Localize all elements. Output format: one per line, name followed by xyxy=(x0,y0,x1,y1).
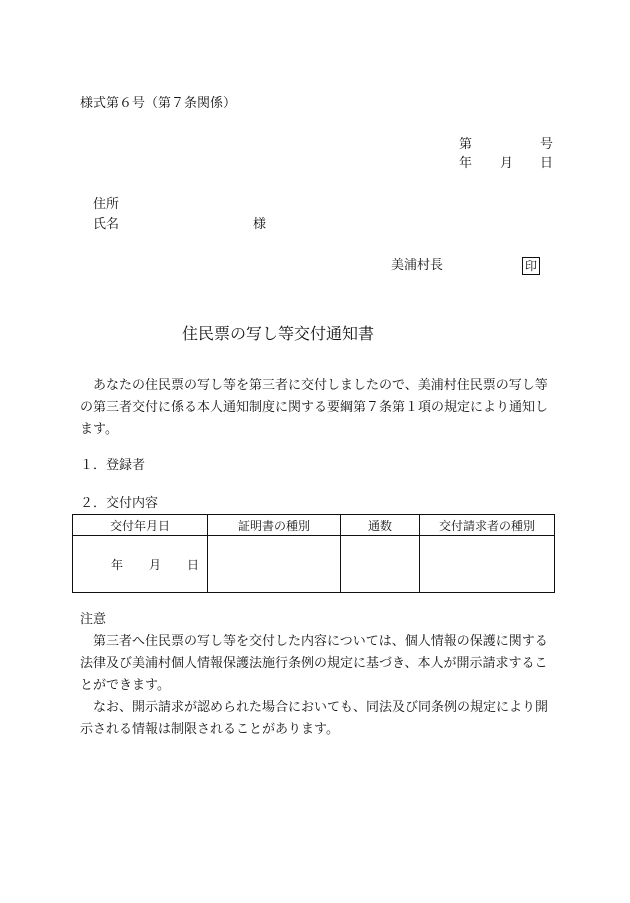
copy-count-cell xyxy=(341,536,420,593)
table-header-row xyxy=(73,515,555,536)
issuer-title: 美浦村長 xyxy=(391,258,444,273)
issue-date-day: 日 xyxy=(540,156,554,171)
delivery-date-month: 月 xyxy=(149,557,162,572)
issue-date-year: 年 xyxy=(459,156,473,171)
section-registrant: １．登録者 xyxy=(80,458,146,473)
doc-number-prefix: 第 xyxy=(459,137,473,152)
note-paragraph: なお、開示請求が認められた場合においても、同法及び同条例の規定により開示される情報は制限されることがあります。 xyxy=(80,700,549,737)
delivery-date-cell xyxy=(73,536,208,593)
address-label: 住所 xyxy=(93,197,120,212)
delivery-date-day: 日 xyxy=(187,557,200,572)
delivery-date-year: 年 xyxy=(111,557,124,572)
document-title: 住民票の写し等交付通知書 xyxy=(182,324,375,343)
body-text: あなたの住民票の写し等を第三者に交付しましたので、美浦村住民票の写し等の第三者交付に係る本人通知制度に関する要綱第７条第１項の規定により通知します。 xyxy=(80,378,549,437)
notes-body xyxy=(80,631,554,741)
table-header: 交付年月日 xyxy=(73,515,208,536)
seal-mark-text: 印 xyxy=(522,257,540,275)
table-header: 交付請求者の種別 xyxy=(420,515,555,536)
section-delivery: ２．交付内容 xyxy=(80,496,159,511)
table-row xyxy=(73,536,555,593)
name-label: 氏名 xyxy=(93,217,120,232)
seal-mark xyxy=(522,257,540,276)
notes-heading: 注意 xyxy=(80,612,107,627)
table-header: 通数 xyxy=(341,515,420,536)
note-paragraph: 第三者へ住民票の写し等を交付した内容については、個人情報の保護に関する法律及び美浦村個人情報保護法施行条例の規定に基づき、本人が開示請求することができます。 xyxy=(80,634,548,693)
table-header: 証明書の種別 xyxy=(208,515,341,536)
doc-number-suffix: 号 xyxy=(540,137,554,152)
issue-date-month: 月 xyxy=(500,156,514,171)
certificate-type-cell xyxy=(208,536,341,593)
delivery-table xyxy=(72,514,555,593)
form-number: 様式第６号（第７条関係） xyxy=(80,96,237,111)
honorific: 様 xyxy=(253,217,267,232)
requester-type-cell xyxy=(420,536,555,593)
body-paragraph xyxy=(80,375,554,441)
